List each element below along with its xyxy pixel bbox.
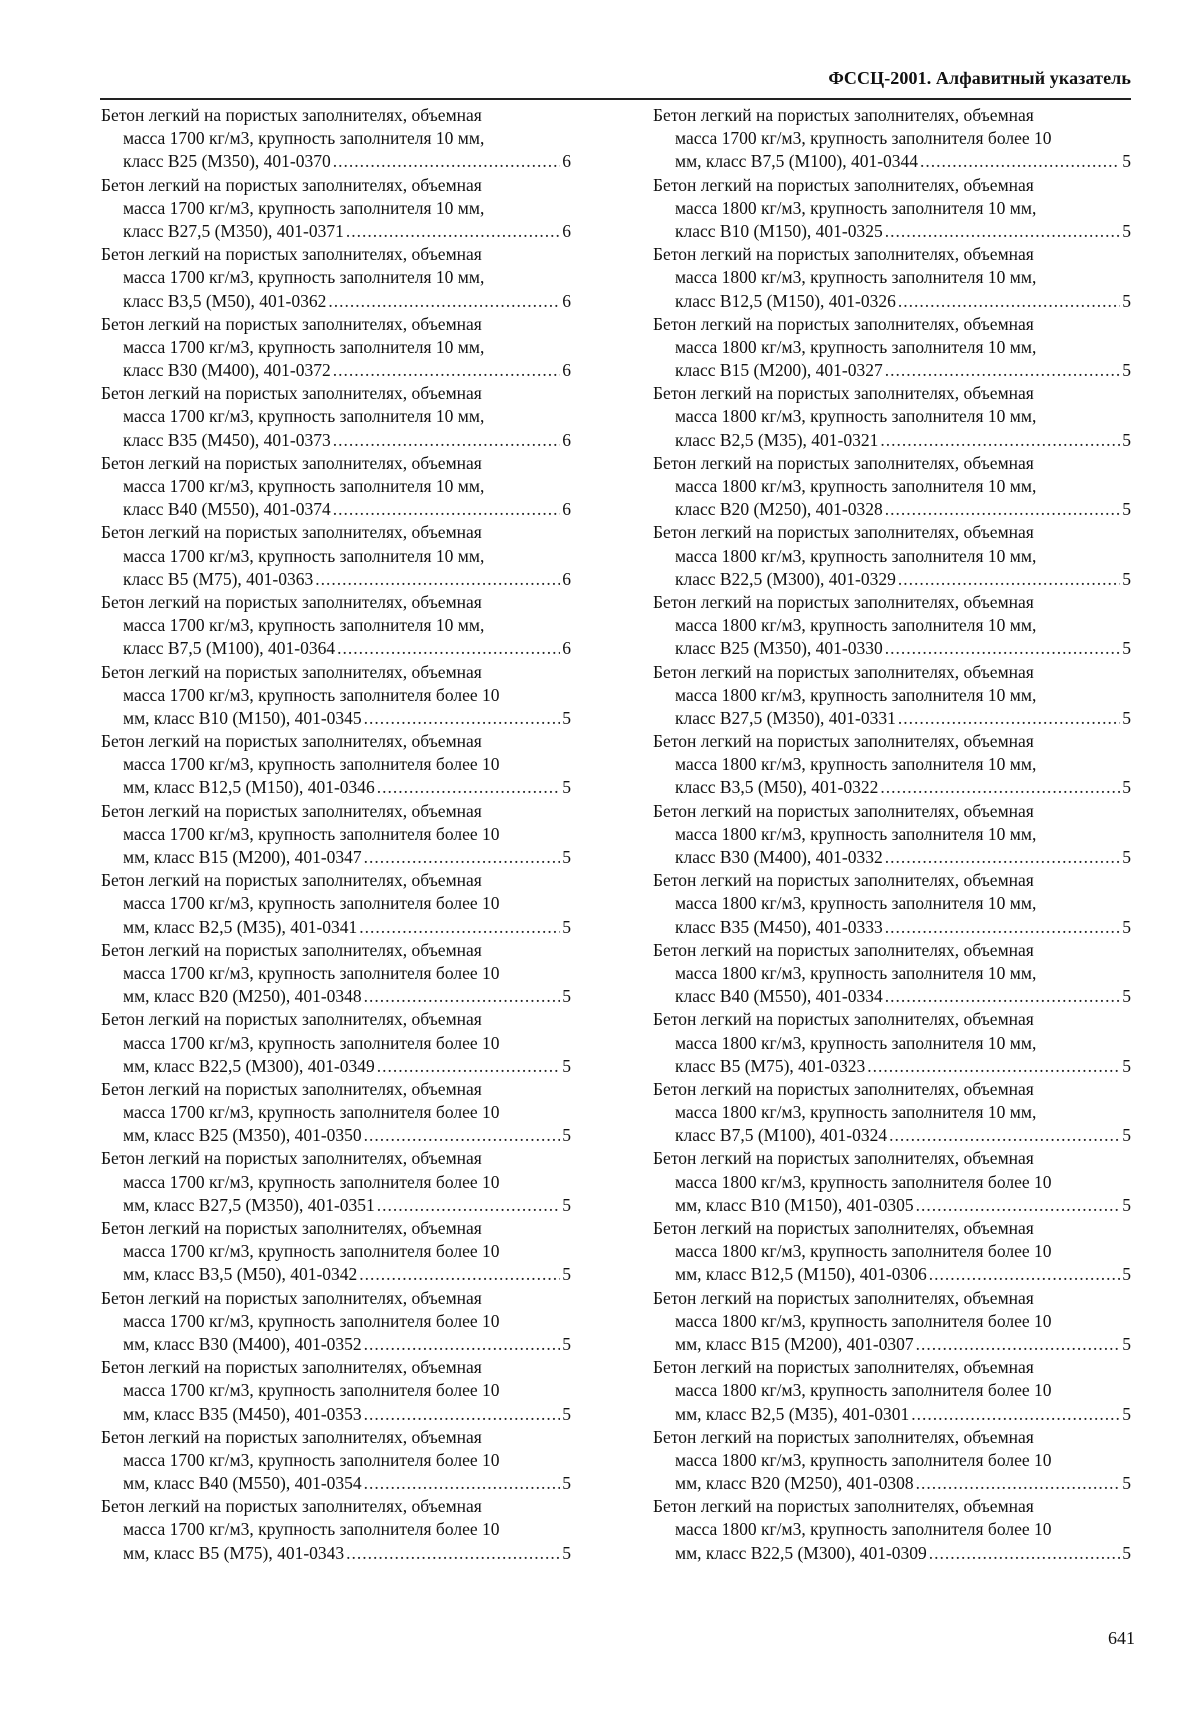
entry-page-number: 6 (562, 360, 571, 381)
dot-leader (333, 359, 560, 382)
entry-line-2: масса 1800 кг/м3, крупность заполнителя 10 мм, (675, 406, 1037, 427)
dot-leader (364, 1333, 561, 1356)
entry-line-1: Бетон легкий на пористых заполнителях, объемная (101, 1009, 482, 1030)
entry-line-3 (653, 846, 1131, 869)
index-entry (653, 521, 1131, 591)
index-entry (101, 1217, 571, 1287)
dot-leader (885, 220, 1120, 243)
entry-line-2: масса 1700 кг/м3, крупность заполнителя более 10 (123, 823, 500, 844)
entry-page-number: 5 (562, 1403, 571, 1424)
dot-leader (315, 568, 560, 591)
entry-page-number: 6 (562, 220, 571, 241)
entry-line-1: Бетон легкий на пористых заполнителях, объемная (101, 105, 482, 125)
entry-line-1: Бетон легкий на пористых заполнителях, объемная (653, 661, 1034, 682)
entry-code-text: мм, класс В25 (М350), 401-0350 (123, 1125, 362, 1146)
entry-code-text: класс В30 (М400), 401-0372 (123, 360, 331, 381)
index-entry (653, 104, 1131, 174)
entry-code-text: мм, класс В15 (М200), 401-0347 (123, 847, 362, 867)
entry-page-number: 5 (1122, 986, 1131, 1007)
index-entry (101, 730, 571, 800)
index-entry (101, 1495, 571, 1565)
index-entry (101, 939, 571, 1009)
entry-code-text: класс В22,5 (М300), 401-0329 (675, 568, 896, 589)
entry-line-1: Бетон легкий на пористых заполнителях, объемная (101, 244, 482, 265)
dot-leader (377, 1194, 560, 1217)
entry-line-3 (101, 1542, 571, 1565)
entry-line-3 (653, 637, 1131, 660)
entry-code-text: мм, класс В12,5 (М150), 401-0306 (675, 1264, 927, 1285)
index-entry (101, 313, 571, 383)
entry-page-number: 5 (1122, 1473, 1131, 1494)
index-entry (653, 869, 1131, 939)
entry-line-3 (101, 916, 571, 939)
entry-line-3 (653, 1055, 1131, 1078)
entry-line-2: масса 1700 кг/м3, крупность заполнителя более 10 (123, 1449, 500, 1470)
index-entry (653, 382, 1131, 452)
entry-line-3 (101, 1263, 571, 1286)
entry-code-text: класс В7,5 (М100), 401-0324 (675, 1125, 888, 1146)
index-entry (101, 1287, 571, 1357)
entry-line-2: масса 1700 кг/м3, крупность заполнителя 10 мм, (123, 476, 485, 496)
index-entry (101, 1008, 571, 1078)
entry-page-number: 5 (1122, 847, 1131, 867)
entry-line-2: масса 1800 кг/м3, крупность заполнителя 10 мм, (675, 684, 1037, 705)
entry-line-1: Бетон легкий на пористых заполнителях, объемная (653, 1357, 1034, 1378)
entry-line-3 (101, 220, 571, 243)
entry-code-text: класс В12,5 (М150), 401-0326 (675, 290, 896, 311)
index-entry (101, 661, 571, 731)
entry-line-1: Бетон легкий на пористых заполнителях, объемная (101, 800, 482, 821)
index-entry (653, 1008, 1131, 1078)
dot-leader (920, 150, 1120, 173)
entry-page-number: 5 (562, 916, 571, 937)
dot-leader (898, 707, 1120, 730)
dot-leader (333, 498, 560, 521)
entry-code-text: мм, класс В22,5 (М300), 401-0349 (123, 1055, 375, 1076)
entry-line-1: Бетон легкий на пористых заполнителях, объемная (101, 1078, 482, 1099)
entry-line-2: масса 1800 кг/м3, крупность заполнителя 10 мм, (675, 545, 1037, 566)
entry-line-1: Бетон легкий на пористых заполнителях, объемная (653, 383, 1034, 404)
index-entry (653, 452, 1131, 522)
entry-line-2: масса 1700 кг/м3, крупность заполнителя более 10 (123, 684, 500, 705)
entry-code-text: класс В35 (М450), 401-0373 (123, 429, 331, 450)
entry-code-text: мм, класс В10 (М150), 401-0305 (675, 1194, 914, 1215)
dot-leader (377, 776, 560, 799)
entry-line-3 (101, 985, 571, 1008)
entry-code-text: мм, класс В20 (М250), 401-0308 (675, 1473, 914, 1494)
entry-page-number: 5 (1122, 1333, 1131, 1354)
entry-page-number: 6 (562, 429, 571, 450)
entry-line-1: Бетон легкий на пористых заполнителях, объемная (101, 522, 482, 543)
entry-page-number: 5 (562, 1473, 571, 1494)
entry-line-1: Бетон легкий на пористых заполнителях, объемная (653, 313, 1034, 334)
entry-line-1: Бетон легкий на пористых заполнителях, объемная (101, 939, 482, 960)
entry-code-text: класс В20 (М250), 401-0328 (675, 499, 883, 520)
entry-page-number: 5 (1122, 1194, 1131, 1215)
dot-leader (885, 846, 1120, 869)
entry-code-text: класс В10 (М150), 401-0325 (675, 220, 883, 241)
entry-page-number: 5 (1122, 360, 1131, 381)
entry-line-2: масса 1700 кг/м3, крупность заполнителя более 10 (123, 1310, 500, 1331)
entry-code-text: мм, класс В10 (М150), 401-0345 (123, 707, 362, 728)
entry-line-1: Бетон легкий на пористых заполнителях, объемная (101, 870, 482, 891)
index-entry (653, 1217, 1131, 1287)
entry-line-1: Бетон легкий на пористых заполнителях, объемная (653, 1287, 1034, 1308)
entry-line-2: масса 1800 кг/м3, крупность заполнителя более 10 (675, 1310, 1052, 1331)
index-entry (101, 243, 571, 313)
entry-code-text: класс В30 (М400), 401-0332 (675, 847, 883, 867)
entry-code-text: класс В35 (М450), 401-0333 (675, 916, 883, 937)
entry-code-text: мм, класс В12,5 (М150), 401-0346 (123, 777, 375, 798)
entry-line-2: масса 1700 кг/м3, крупность заполнителя более 10 (123, 1519, 500, 1540)
dot-leader (364, 846, 561, 869)
dot-leader (929, 1263, 1120, 1286)
entry-page-number: 5 (562, 1264, 571, 1285)
entry-line-3 (101, 1403, 571, 1426)
entry-line-1: Бетон легкий на пористых заполнителях, объемная (653, 731, 1034, 752)
entry-page-number: 5 (1122, 499, 1131, 520)
entry-page-number: 5 (562, 1125, 571, 1146)
entry-code-text: класс В5 (М75), 401-0323 (675, 1055, 866, 1076)
dot-leader (867, 1055, 1120, 1078)
dot-leader (898, 290, 1120, 313)
entry-line-3 (653, 1472, 1131, 1495)
index-entry (653, 1287, 1131, 1357)
dot-leader (328, 290, 560, 313)
entry-line-3 (101, 359, 571, 382)
entry-line-3 (101, 637, 571, 660)
index-entry (101, 104, 571, 174)
entry-line-3 (101, 1194, 571, 1217)
entry-page-number: 5 (1122, 916, 1131, 937)
entry-line-2: масса 1800 кг/м3, крупность заполнителя 10 мм, (675, 615, 1037, 636)
entry-line-3 (101, 846, 571, 869)
entry-line-3 (101, 1472, 571, 1495)
entry-line-2: масса 1700 кг/м3, крупность заполнителя более 10 (123, 1032, 500, 1053)
page-number: 641 (1108, 1628, 1135, 1648)
entry-line-3 (101, 707, 571, 730)
entry-line-2: масса 1700 кг/м3, крупность заполнителя 10 мм, (123, 545, 485, 566)
entry-line-2: масса 1800 кг/м3, крупность заполнителя более 10 (675, 1380, 1052, 1401)
entry-page-number: 5 (562, 1194, 571, 1215)
page-header (100, 64, 1131, 100)
entry-line-2: масса 1700 кг/м3, крупность заполнителя 10 мм, (123, 128, 485, 149)
entry-code-text: мм, класс В15 (М200), 401-0307 (675, 1333, 914, 1354)
entry-line-3 (101, 1333, 571, 1356)
entry-code-text: мм, класс В40 (М550), 401-0354 (123, 1473, 362, 1494)
entry-page-number: 5 (562, 1542, 571, 1563)
entry-line-1: Бетон легкий на пористых заполнителях, объемная (101, 1148, 482, 1169)
dot-leader (333, 429, 560, 452)
index-entry (653, 1147, 1131, 1217)
entry-code-text: класс В25 (М350), 401-0370 (123, 151, 331, 172)
dot-leader (885, 916, 1120, 939)
entry-line-1: Бетон легкий на пористых заполнителях, объемная (653, 870, 1034, 891)
entry-line-3 (653, 1542, 1131, 1565)
entry-line-1: Бетон легкий на пористых заполнителях, объемная (101, 661, 482, 682)
entry-line-1: Бетон легкий на пористых заполнителях, объемная (101, 1287, 482, 1308)
entry-line-2: масса 1800 кг/м3, крупность заполнителя 10 мм, (675, 476, 1037, 496)
entry-page-number: 6 (562, 151, 571, 172)
dot-leader (898, 568, 1120, 591)
entry-line-3 (653, 1124, 1131, 1147)
entry-page-number: 5 (1122, 707, 1131, 728)
index-column-right (653, 104, 1131, 1565)
entry-code-text: мм, класс В22,5 (М300), 401-0309 (675, 1542, 927, 1563)
dot-leader (359, 916, 560, 939)
index-entry (653, 1078, 1131, 1148)
dot-leader (377, 1055, 560, 1078)
entry-line-3 (101, 290, 571, 313)
entry-line-3 (653, 1263, 1131, 1286)
index-entry (101, 174, 571, 244)
entry-line-3 (653, 1333, 1131, 1356)
entry-line-1: Бетон легкий на пористых заполнителях, объемная (101, 1496, 482, 1517)
entry-code-text: мм, класс В2,5 (М35), 401-0301 (675, 1403, 910, 1424)
entry-line-1: Бетон легкий на пористых заполнителях, объемная (653, 522, 1034, 543)
dot-leader (364, 1403, 561, 1426)
entry-page-number: 6 (562, 638, 571, 659)
dot-leader (885, 985, 1120, 1008)
entry-line-2: масса 1700 кг/м3, крупность заполнителя более 10 (123, 1171, 500, 1192)
entry-line-3 (653, 707, 1131, 730)
entry-page-number: 5 (1122, 151, 1131, 172)
index-entry (653, 730, 1131, 800)
entry-page-number: 5 (562, 847, 571, 867)
index-entry (653, 939, 1131, 1009)
index-entry (653, 1426, 1131, 1496)
entry-code-text: мм, класс В20 (М250), 401-0348 (123, 986, 362, 1007)
entry-line-2: масса 1700 кг/м3, крупность заполнителя 10 мм, (123, 336, 485, 357)
index-entry (101, 1356, 571, 1426)
entry-page-number: 5 (562, 1333, 571, 1354)
entry-code-text: мм, класс В5 (М75), 401-0343 (123, 1542, 345, 1563)
entry-code-text: мм, класс В27,5 (М350), 401-0351 (123, 1194, 375, 1215)
entry-line-1: Бетон легкий на пористых заполнителях, объемная (653, 1009, 1034, 1030)
entry-code-text: мм, класс В35 (М450), 401-0353 (123, 1403, 362, 1424)
entry-line-1: Бетон легкий на пористых заполнителях, объемная (101, 1357, 482, 1378)
entry-code-text: мм, класс В2,5 (М35), 401-0341 (123, 916, 358, 937)
entry-code-text: класс В2,5 (М35), 401-0321 (675, 429, 879, 450)
entry-line-1: Бетон легкий на пористых заполнителях, объемная (653, 105, 1034, 125)
dot-leader (880, 776, 1120, 799)
entry-code-text: класс В3,5 (М50), 401-0362 (123, 290, 327, 311)
entry-page-number: 6 (562, 568, 571, 589)
entry-line-3 (653, 1194, 1131, 1217)
dot-leader (346, 1542, 560, 1565)
entry-line-2: масса 1800 кг/м3, крупность заполнителя 10 мм, (675, 754, 1037, 775)
entry-line-2: масса 1800 кг/м3, крупность заполнителя 10 мм, (675, 893, 1037, 914)
index-entry (653, 1495, 1131, 1565)
entry-line-1: Бетон легкий на пористых заполнителях, объемная (653, 800, 1034, 821)
entry-code-text: мм, класс В3,5 (М50), 401-0342 (123, 1264, 358, 1285)
entry-line-2: масса 1800 кг/м3, крупность заполнителя 10 мм, (675, 197, 1037, 218)
index-entry (101, 800, 571, 870)
dot-leader (885, 359, 1120, 382)
entry-line-2: масса 1800 кг/м3, крупность заполнителя более 10 (675, 1519, 1052, 1540)
entry-line-1: Бетон легкий на пористых заполнителях, объемная (653, 1496, 1034, 1517)
entry-line-1: Бетон легкий на пористых заполнителях, объемная (653, 1426, 1034, 1447)
entry-line-2: масса 1700 кг/м3, крупность заполнителя 10 мм, (123, 197, 485, 218)
entry-line-2: масса 1800 кг/м3, крупность заполнителя 10 мм, (675, 823, 1037, 844)
entry-line-1: Бетон легкий на пористых заполнителях, объемная (653, 244, 1034, 265)
entry-line-1: Бетон легкий на пористых заполнителях, объемная (101, 1426, 482, 1447)
entry-code-text: класс В25 (М350), 401-0330 (675, 638, 883, 659)
entry-line-1: Бетон легкий на пористых заполнителях, объемная (101, 452, 482, 473)
entry-code-text: класс В27,5 (М350), 401-0371 (123, 220, 344, 241)
dot-leader (364, 985, 561, 1008)
entry-line-3 (653, 429, 1131, 452)
entry-line-2: масса 1800 кг/м3, крупность заполнителя 10 мм, (675, 1032, 1037, 1053)
index-entry (101, 1147, 571, 1217)
entry-line-1: Бетон легкий на пористых заполнителях, объемная (653, 174, 1034, 195)
entry-line-2: масса 1800 кг/м3, крупность заполнителя 10 мм, (675, 1102, 1037, 1123)
entry-line-3 (653, 150, 1131, 173)
index-entry (653, 313, 1131, 383)
entry-page-number: 5 (562, 986, 571, 1007)
entry-page-number: 5 (1122, 1264, 1131, 1285)
entry-line-2: масса 1700 кг/м3, крупность заполнителя более 10 (123, 754, 500, 775)
entry-line-3 (101, 776, 571, 799)
entry-line-2: масса 1700 кг/м3, крупность заполнителя более 10 (675, 128, 1052, 149)
dot-leader (880, 429, 1120, 452)
entry-page-number: 6 (562, 499, 571, 520)
entry-page-number: 5 (1122, 568, 1131, 589)
entry-line-1: Бетон легкий на пористых заполнителях, объемная (101, 174, 482, 195)
entry-line-2: масса 1800 кг/м3, крупность заполнителя 10 мм, (675, 336, 1037, 357)
index-entry (101, 452, 571, 522)
entry-line-3 (653, 359, 1131, 382)
entry-code-text: мм, класс В7,5 (М100), 401-0344 (675, 151, 919, 172)
entry-line-1: Бетон легкий на пористых заполнителях, объемная (101, 1218, 482, 1238)
entry-line-2: масса 1700 кг/м3, крупность заполнителя 10 мм, (123, 406, 485, 427)
entry-line-2: масса 1700 кг/м3, крупность заполнителя более 10 (123, 1241, 500, 1262)
index-entry (653, 800, 1131, 870)
dot-leader (885, 498, 1120, 521)
dot-leader (889, 1124, 1120, 1147)
dot-leader (929, 1542, 1120, 1565)
entry-code-text: класс В15 (М200), 401-0327 (675, 360, 883, 381)
entry-line-3 (653, 290, 1131, 313)
entry-line-3 (101, 1055, 571, 1078)
entry-page-number: 5 (1122, 429, 1131, 450)
entry-line-3 (653, 916, 1131, 939)
entry-code-text: класс В40 (М550), 401-0334 (675, 986, 883, 1007)
entry-line-1: Бетон легкий на пористых заполнителях, объемная (101, 383, 482, 404)
dot-leader (916, 1472, 1121, 1495)
entry-line-3 (101, 429, 571, 452)
entry-line-3 (653, 568, 1131, 591)
entry-line-2: масса 1700 кг/м3, крупность заполнителя более 10 (123, 1102, 500, 1123)
entry-line-3 (653, 1403, 1131, 1426)
dot-leader (333, 150, 560, 173)
entry-line-2: масса 1800 кг/м3, крупность заполнителя более 10 (675, 1449, 1052, 1470)
entry-page-number: 5 (1122, 1403, 1131, 1424)
entry-line-3 (101, 498, 571, 521)
entry-code-text: класс В27,5 (М350), 401-0331 (675, 707, 896, 728)
entry-page-number: 5 (1122, 638, 1131, 659)
entry-page-number: 5 (1122, 1055, 1131, 1076)
index-entry (101, 1078, 571, 1148)
dot-leader (911, 1403, 1120, 1426)
entry-code-text: класс В7,5 (М100), 401-0364 (123, 638, 336, 659)
dot-leader (916, 1333, 1121, 1356)
entry-code-text: класс В3,5 (М50), 401-0322 (675, 777, 879, 798)
entry-line-1: Бетон легкий на пористых заполнителях, объемная (653, 591, 1034, 612)
entry-line-3 (653, 985, 1131, 1008)
entry-page-number: 6 (562, 290, 571, 311)
entry-line-1: Бетон легкий на пористых заполнителях, объемная (653, 452, 1034, 473)
entry-line-1: Бетон легкий на пористых заполнителях, объемная (101, 591, 482, 612)
entry-page-number: 5 (1122, 220, 1131, 241)
entry-line-2: масса 1800 кг/м3, крупность заполнителя более 10 (675, 1241, 1052, 1262)
entry-line-1: Бетон легкий на пористых заполнителях, объемная (653, 1218, 1034, 1238)
entry-page-number: 5 (1122, 777, 1131, 798)
entry-line-2: масса 1700 кг/м3, крупность заполнителя более 10 (123, 962, 500, 983)
dot-leader (364, 707, 561, 730)
entry-line-3 (653, 220, 1131, 243)
index-entry (653, 243, 1131, 313)
index-entry (101, 869, 571, 939)
index-entry (101, 1426, 571, 1496)
dot-leader (885, 637, 1120, 660)
dot-leader (359, 1263, 560, 1286)
entry-code-text: класс В5 (М75), 401-0363 (123, 568, 314, 589)
entry-line-2: масса 1700 кг/м3, крупность заполнителя более 10 (123, 893, 500, 914)
entry-page-number: 5 (1122, 1542, 1131, 1563)
entry-line-2: масса 1800 кг/м3, крупность заполнителя 10 мм, (675, 962, 1037, 983)
entry-line-2: масса 1800 кг/м3, крупность заполнителя более 10 (675, 1171, 1052, 1192)
entry-line-1: Бетон легкий на пористых заполнителях, объемная (653, 1148, 1034, 1169)
entry-line-3 (653, 776, 1131, 799)
entry-line-1: Бетон легкий на пористых заполнителях, объемная (653, 1078, 1034, 1099)
dot-leader (364, 1124, 561, 1147)
entry-line-2: масса 1700 кг/м3, крупность заполнителя 10 мм, (123, 615, 485, 636)
entry-line-3 (653, 498, 1131, 521)
entry-line-1: Бетон легкий на пористых заполнителях, объемная (653, 939, 1034, 960)
dot-leader (916, 1194, 1121, 1217)
entry-page-number: 5 (562, 777, 571, 798)
entry-code-text: класс В40 (М550), 401-0374 (123, 499, 331, 520)
dot-leader (346, 220, 560, 243)
entry-line-2: масса 1800 кг/м3, крупность заполнителя 10 мм, (675, 267, 1037, 288)
entry-page-number: 5 (1122, 290, 1131, 311)
index-entry (653, 591, 1131, 661)
index-entry (101, 521, 571, 591)
index-entry (653, 174, 1131, 244)
dot-leader (364, 1472, 561, 1495)
entry-line-1: Бетон легкий на пористых заполнителях, объемная (101, 313, 482, 334)
entry-line-2: масса 1700 кг/м3, крупность заполнителя более 10 (123, 1380, 500, 1401)
dot-leader (337, 637, 560, 660)
index-entry (653, 1356, 1131, 1426)
entry-page-number: 5 (562, 1055, 571, 1076)
entry-line-3 (101, 150, 571, 173)
entry-line-1: Бетон легкий на пористых заполнителях, объемная (101, 731, 482, 752)
entry-line-3 (101, 1124, 571, 1147)
entry-line-2: масса 1700 кг/м3, крупность заполнителя 10 мм, (123, 267, 485, 288)
entry-page-number: 5 (1122, 1125, 1131, 1146)
header-title: ФССЦ-2001. Алфавитный указатель (828, 68, 1131, 88)
index-entry (653, 661, 1131, 731)
entry-code-text: мм, класс В30 (М400), 401-0352 (123, 1333, 362, 1354)
index-column-left (101, 104, 571, 1565)
index-entry (101, 591, 571, 661)
entry-page-number: 5 (562, 707, 571, 728)
index-entry (101, 382, 571, 452)
entry-line-3 (101, 568, 571, 591)
